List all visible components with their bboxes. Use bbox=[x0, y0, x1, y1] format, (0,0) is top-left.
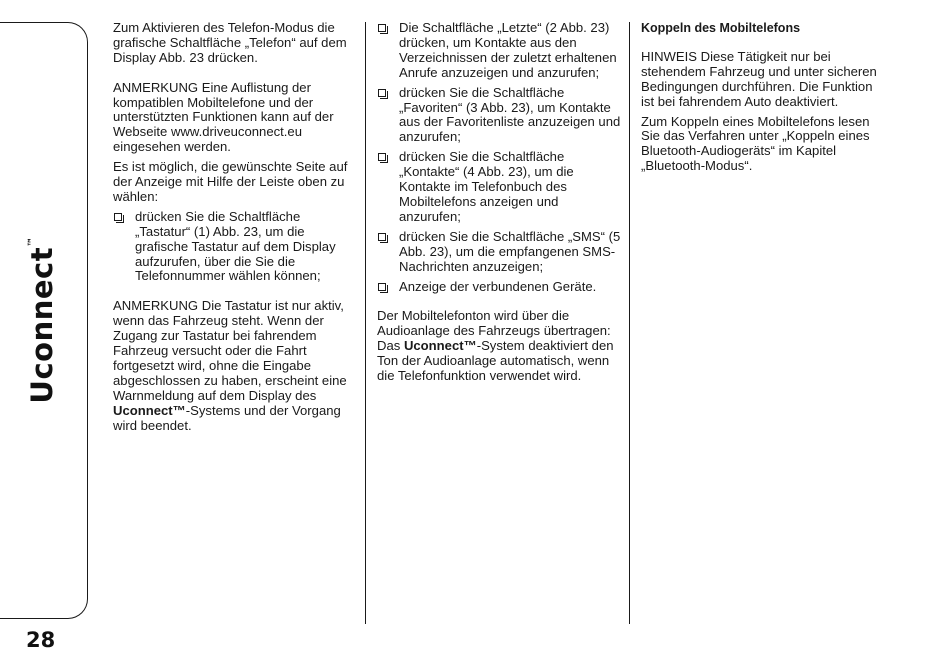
uconnect-brand: Uconnect™ bbox=[403, 338, 477, 354]
list-item: Anzeige der verbundenen Geräte. bbox=[377, 280, 621, 295]
column-1 bbox=[113, 21, 353, 448]
column-2 bbox=[377, 21, 621, 399]
list-item: drücken Sie die Schaltfläche „Favoriten“ (3 Abb. 23), um Kontakte aus der Favoritenliste anzuzeigen und anzurufen; bbox=[377, 86, 621, 146]
column-3 bbox=[641, 21, 881, 189]
checkbox-bullet-icon bbox=[378, 89, 386, 97]
section-heading: Koppeln des Mobiltelefons bbox=[641, 21, 801, 35]
checkbox-bullet-icon bbox=[114, 213, 122, 221]
paragraph-phone-audio: Der Mobiltelefonton wird über die Audioanlage des Fahrzeugs übertragen: Das Uconnect™-System deaktiviert den Ton der Audioanlage automatisch, wenn die Telefonfunktion verwendet wird. bbox=[377, 308, 614, 383]
checkbox-bullet-icon bbox=[378, 233, 386, 241]
list-item: drücken Sie die Schaltfläche „Kontakte“ (4 Abb. 23), um die Kontakte im Telefonbuch des Mobiltelefons anzeigen und anzurufen; bbox=[377, 150, 621, 225]
paragraph-activate-phone: Zum Aktivieren des Telefon-Modus die grafische Schaltfläche „Telefon“ auf dem Display Abb. 23 drücken. bbox=[113, 20, 347, 65]
note-pairing: HINWEIS Diese Tätigkeit nur bei stehendem Fahrzeug und unter sicheren Bedingungen durchführen. Die Funktion ist bei fahrendem Auto deaktiviert. bbox=[641, 48, 877, 109]
bullet-list-1 bbox=[113, 210, 353, 285]
list-item: drücken Sie die Schaltfläche „Tastatur“ (1) Abb. 23, um die grafische Tastatur auf dem Display aufzurufen, über die Sie die Telefonnummer wählen können; bbox=[113, 210, 353, 285]
note-compatible-phones: ANMERKUNG Eine Auflistung der kompatiblen Mobiltelefone und der unterstützten Funktionen kann auf der Webseite www.driveuconnect.eu eingesehen werden. bbox=[113, 79, 334, 155]
bullet-list-2 bbox=[377, 21, 621, 294]
trademark-sign: ™ bbox=[27, 236, 38, 247]
paragraph-pairing-reference: Zum Koppeln eines Mobiltelefons lesen Sie das Verfahren unter „Koppeln eines Bluetooth-Audiogeräts“ im Kapitel „Bluetooth-Modus“. bbox=[641, 113, 870, 174]
note-keyboard: ANMERKUNG Die Tastatur ist nur aktiv, wenn das Fahrzeug steht. Wenn der Zugang zur Tastatur bei fahrendem Fahrzeug versucht oder die Fahrt fortgesetzt wird, ohne die Eingabe abgeschlossen zu haben, erscheint eine Warnmeldung auf dem Display des Uconnect™-Systems und der Vorgang wird beendet. bbox=[113, 298, 347, 433]
list-item: drücken Sie die Schaltfläche „SMS“ (5 Abb. 23), um die empfangenen SMS-Nachrichten anzuzeigen; bbox=[377, 230, 621, 275]
paragraph-select-page: Es ist möglich, die gewünschte Seite auf der Anzeige mit Hilfe der Leiste oben zu wählen: bbox=[113, 159, 348, 204]
list-item: Die Schaltfläche „Letzte“ (2 Abb. 23) drücken, um Kontakte aus den Verzeichnissen der zuletzt erhaltenen Anrufe anzuzeigen und anzurufen; bbox=[377, 21, 621, 81]
chapter-title: Uconnect™ bbox=[25, 236, 59, 404]
uconnect-brand: Uconnect™ bbox=[113, 402, 186, 418]
checkbox-bullet-icon bbox=[378, 153, 386, 161]
checkbox-bullet-icon bbox=[378, 283, 386, 291]
column-divider-1 bbox=[365, 22, 366, 624]
page-number: 28 bbox=[26, 628, 56, 652]
column-divider-2 bbox=[629, 22, 630, 624]
checkbox-bullet-icon bbox=[378, 24, 386, 32]
